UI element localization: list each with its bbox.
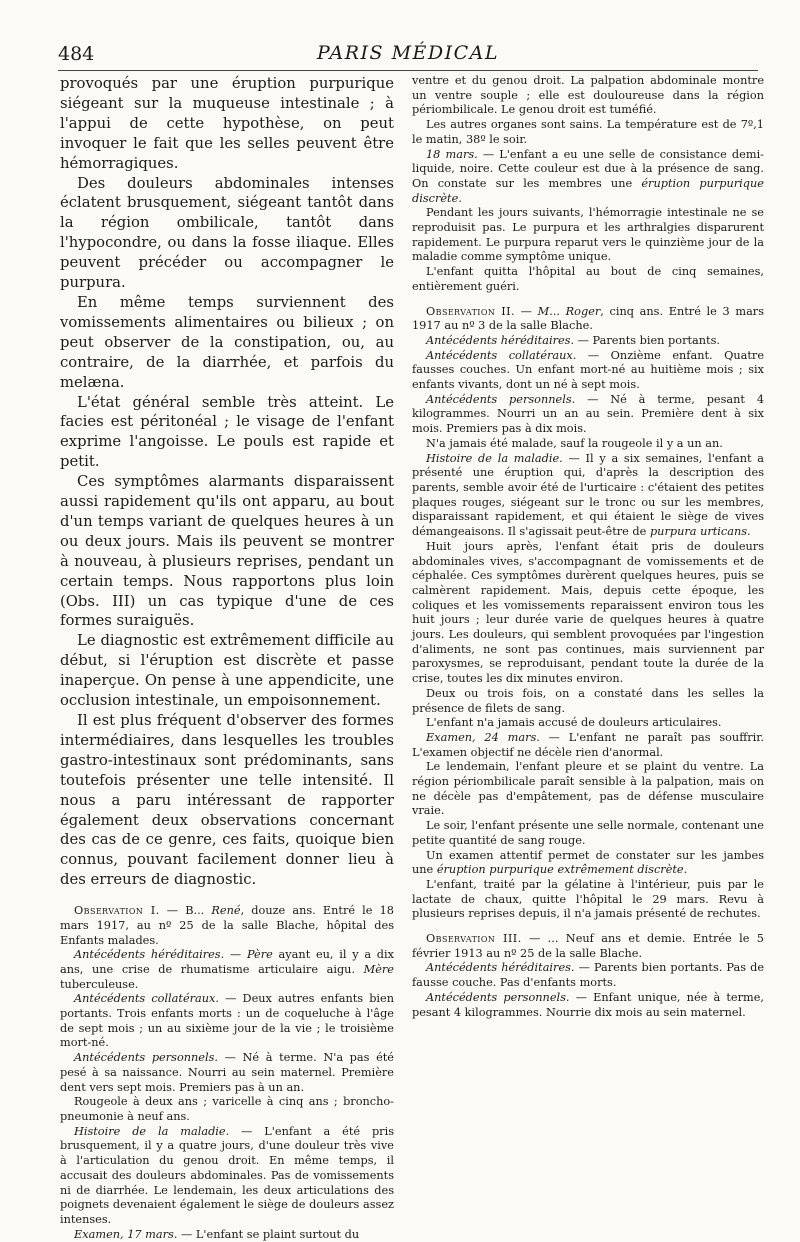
paragraph: L'état général semble très atteint. Le facies est péritonéal ; le visage de l'enfant exprime l'angoisse. Le pouls est rapide et petit. [60,393,394,471]
obs-paragraph: L'enfant quitta l'hôpital au bout de cinq semaines, entièrement guéri. [412,265,764,293]
left-column [60,74,394,1242]
obs-paragraph: 18 mars. — L'enfant a eu une selle de consistance demi-liquide, noire. Cette couleur est due à la présence de sang. On constate sur les membres une éruption purpurique discrète. [412,147,764,205]
observation-1 [60,904,394,1242]
obs-label: Observation II. [426,304,516,318]
obs-paragraph: Le lendemain, l'enfant pleure et se plaint du ventre. La région périombilicale paraît sensible à la palpation, mais on ne décèle pas d'empâtement, pas de défense musculaire vraie. [412,760,764,818]
obs-paragraph: Le soir, l'enfant présente une selle normale, contenant une petite quantité de sang rouge. [412,819,764,847]
obs-paragraph: Antécédents héréditaires. — Parents bien portants. [426,333,720,347]
patient-name: M... Roger [537,304,601,318]
obs-paragraph: Huit jours après, l'enfant était pris de douleurs abdominales vives, s'accompagnant de vomissements et de céphalée. Ces symptômes durèrent quelques heures, puis se calmèrent rapidement. Mais, depuis cette époque, les coliques et les vomissements reparaissent environ tous les huit jours ; leur durée varie de quelques heures à quatre jours. Les douleurs, qui semblent provoquées par l'ingestion d'aliments, ne sont pas continues, mais surviennent par paroxysmes, se reproduisant, pendant toute la durée de la crise, toutes les dix minutes environ. [412,539,764,686]
obs-paragraph: Antécédents collatéraux. — Deux autres enfants bien portants. Trois enfants morts : un de coqueluche à l'âge de sept mois ; un au sixième jour de la vie ; le troisième mort-né. [60,992,395,1050]
obs-paragraph: Antécédents collatéraux. — Onzième enfant. Quatre fausses couches. Un enfant mort-né au huitième mois ; six enfants vivants, dont un né à sept mois. [412,348,765,392]
obs-paragraph: ventre et du genou droit. La palpation abdominale montre un ventre souple ; elle est douloureuse dans la région périombilicale. Le genou droit est tuméfié. [412,74,764,117]
obs-intro: Observation I. — B... René, douze ans. Entré le 18 mars 1917, au nº 25 de la salle Blache, hôpital des Enfants malades. [60,904,394,947]
paragraph: Ces symptômes alarmants disparaissent aussi rapidement qu'ils ont apparu, au bout d'un temps variant de quelques heures à un ou deux jours. Mais ils peuvent se montrer à nouveau, à plusieurs reprises, pendant un certain temps. Nous rapportons plus loin (Obs. III) un cas typique d'une de ces formes suraiguës. [60,473,394,630]
obs-paragraph: Examen, 17 mars. — L'enfant se plaint surtout du [74,1227,360,1241]
obs-paragraph: Histoire de la maladie. — L'enfant a été pris brusquement, il y a quatre jours, d'une douleur très vive à l'articulation du genou droit. En même temps, il accusait des douleurs abdominales. Pas de vomissements ni de diarrhée. Le lendemain, les deux articulations des poignets devenaient également le siège de douleurs assez intenses. [60,1124,394,1226]
paragraph: Il est plus fréquent d'observer des formes intermédiaires, dans lesquelles les troubles gastro-intestinaux sont prédominants, sans toutefois présenter une telle intensité. Il nous a paru intéressant de rapporter également deux observations concernant des cas de ce genre, ces faits, quoique bien connus, pouvant facilement donner lieu à des erreurs de diagnostic. [60,712,394,889]
obs-paragraph: L'enfant, traité par la gélatine à l'intérieur, puis par le lactate de chaux, quitte l'hôpital le 29 mars. Revu à plusieurs reprises depuis, il n'a jamais présenté de rechutes. [412,877,764,921]
obs-paragraph: Les autres organes sont sains. La température est de 7º,1 le matin, 38º le soir. [412,118,764,146]
obs-paragraph: L'enfant n'a jamais accusé de douleurs articulaires. [426,716,722,730]
body-text-large [60,74,394,890]
page-number: 484 [58,43,95,65]
obs-paragraph: Antécédents héréditaires. — Père ayant eu, il y a dix ans, une crise de rhumatisme articulaire aigu. Mère tuberculeuse. [60,948,394,991]
obs-paragraph: N'a jamais été malade, sauf la rougeole il y a un an. [426,436,723,450]
obs-paragraph: Antécédents héréditaires. — Parents bien portants. Pas de fausse couche. Pas d'enfants morts. [412,961,765,990]
obs-paragraph: Antécédents personnels. — Né à terme. N'a pas été pesé à sa naissance. Nourri au sein maternel. Première dent vers sept mois. Premiers pas à un an. [60,1051,394,1094]
right-column [412,74,764,1020]
obs-paragraph: Pendant les jours suivants, l'hémorragie intestinale ne se reproduisit pas. Le purpura et les arthralgies disparurent rapidement. Le purpura reparut vers le quinzième jour de la maladie comme symptôme unique. [412,206,764,264]
paragraph: En même temps surviennent des vomissements alimentaires ou bilieux ; on peut observer de la constipation, ou, au contraire, de la diarrhée, et parfois du melæna. [60,293,394,391]
patient-name: René [211,904,241,918]
obs-paragraph: Examen, 24 mars. — L'enfant ne paraît pas souffrir. L'examen objectif ne décèle rien d'anormal. [412,730,764,759]
page-header [58,40,758,71]
obs-label: Observation III. [426,932,522,946]
obs-paragraph: Rougeole à deux ans ; varicelle à cinq ans ; broncho-pneumonie à neuf ans. [60,1095,394,1123]
journal-title: PARIS MÉDICAL [316,42,500,64]
obs-paragraph: Un examen attentif permet de constater sur les jambes une éruption purpurique extrêmement discrète. [412,848,764,877]
paragraph: Le diagnostic est extrêmement difficile au début, si l'éruption est discrète et passe inaperçue. On pense à une appendicite, une occlusion intestinale, un empoisonnement. [60,632,394,710]
obs-label: Observation I. [74,904,160,918]
obs-paragraph: Antécédents personnels. — Né à terme, pesant 4 kilogrammes. Nourri un an au sein. Première dent à six mois. Premiers pas à dix mois. [412,392,764,436]
obs-intro: Observation II. — M... Roger, cinq ans. Entré le 3 mars 1917 au nº 3 de la salle Blache. [412,304,765,333]
obs-intro: Observation III. — ... Neuf ans et demie. Entrée le 5 février 1913 au nº 25 de la salle Blache. [412,932,764,960]
paragraph: provoqués par une éruption purpurique siégeant sur la muqueuse intestinale ; à l'appui de cette hypothèse, on peut invoquer le fait que les selles peuvent être hémorragiques. [60,75,394,172]
obs-paragraph: Antécédents personnels. — Enfant unique, née à terme, pesant 4 kilogrammes. Nourrie dix mois au sein maternel. [412,990,765,1019]
obs-paragraph: Deux ou trois fois, on a constaté dans les selles la présence de filets de sang. [412,686,764,715]
paragraph: Des douleurs abdominales intenses éclatent brusquement, siégeant tantôt dans la région ombilicale, tantôt dans l'hypocondre, ou dans la fosse iliaque. Elles peuvent précéder ou accompagner le purpura. [60,174,394,292]
obs-paragraph: Histoire de la maladie. — Il y a six semaines, l'enfant a présenté une éruption qui, d'après la description des parents, semble avoir été de l'urticaire : c'étaient des petites plaques rouges, siégeant sur le tronc ou sur les membres, disparaissant rapidement, et qui étaient le siège de vives démangeaisons. Il s'agissait peut-être de purpura urticans. [412,451,764,539]
